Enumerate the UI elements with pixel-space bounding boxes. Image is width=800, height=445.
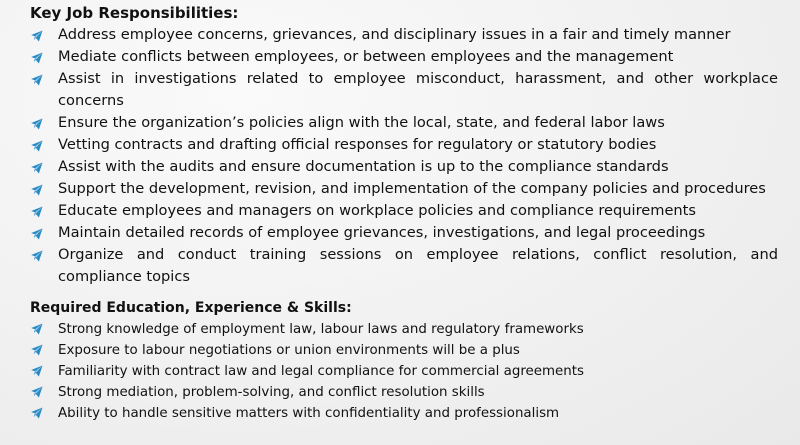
airplane-icon: [30, 343, 44, 357]
airplane-icon: [30, 226, 44, 240]
list-item-text: Address employee concerns, grievances, and disciplinary issues in a fair and timely manner: [58, 26, 731, 43]
responsibilities-list: [30, 24, 778, 288]
airplane-icon: [30, 28, 44, 42]
airplane-icon: [30, 72, 44, 86]
responsibilities-heading: Key Job Responsibilities:: [30, 4, 239, 22]
airplane-icon: [30, 116, 44, 130]
list-item: [30, 361, 778, 382]
airplane-icon: [30, 385, 44, 399]
airplane-icon: [30, 160, 44, 174]
airplane-icon: [30, 204, 44, 218]
list-item: [30, 24, 778, 46]
list-item: [30, 134, 778, 156]
list-item: [30, 46, 778, 68]
list-item-text: Strong knowledge of employment law, labour laws and regulatory frameworks: [58, 322, 584, 337]
list-item-text: Familiarity with contract law and legal compliance for commercial agreements: [58, 364, 585, 379]
list-item: [30, 178, 778, 200]
list-item: [30, 200, 778, 222]
list-item: [30, 68, 778, 112]
list-item: [30, 403, 778, 424]
airplane-icon: [30, 364, 44, 378]
list-item: [30, 319, 778, 340]
list-item-text: Strong mediation, problem-solving, and conflict resolution skills: [58, 385, 485, 400]
airplane-icon: [30, 322, 44, 336]
list-item-text: Ensure the organization’s policies align with the local, state, and federal labor laws: [58, 114, 665, 131]
list-item-text: Organize and conduct training sessions on employee relations, conflict resolution, and compliance topics: [58, 246, 778, 285]
list-item-text: Mediate conflicts between employees, or between employees and the management: [58, 48, 674, 65]
list-item: [30, 244, 778, 288]
airplane-icon: [30, 406, 44, 420]
airplane-icon: [30, 182, 44, 196]
list-item: [30, 340, 778, 361]
airplane-icon: [30, 248, 44, 262]
list-item: [30, 382, 778, 403]
list-item-text: Assist with the audits and ensure documentation is up to the compliance standards: [58, 158, 669, 175]
airplane-icon: [30, 50, 44, 64]
list-item: [30, 222, 778, 244]
list-item-text: Maintain detailed records of employee grievances, investigations, and legal proceedings: [58, 224, 706, 241]
list-item: [30, 112, 778, 134]
requirements-heading: Required Education, Experience & Skills:: [30, 300, 352, 316]
list-item-text: Educate employees and managers on workplace policies and compliance requirements: [58, 202, 697, 219]
list-item-text: Exposure to labour negotiations or union environments will be a plus: [58, 343, 520, 358]
list-item-text: Support the development, revision, and implementation of the company policies and procedures: [58, 180, 766, 197]
list-item-text: Assist in investigations related to employee misconduct, harassment, and other workplace concerns: [58, 70, 778, 109]
requirements-list: [30, 319, 778, 424]
list-item: [30, 156, 778, 178]
list-item-text: Vetting contracts and drafting official responses for regulatory or statutory bodies: [58, 136, 657, 153]
airplane-icon: [30, 138, 44, 152]
job-description-content: [30, 2, 778, 424]
list-item-text: Ability to handle sensitive matters with confidentiality and professionalism: [58, 406, 560, 421]
